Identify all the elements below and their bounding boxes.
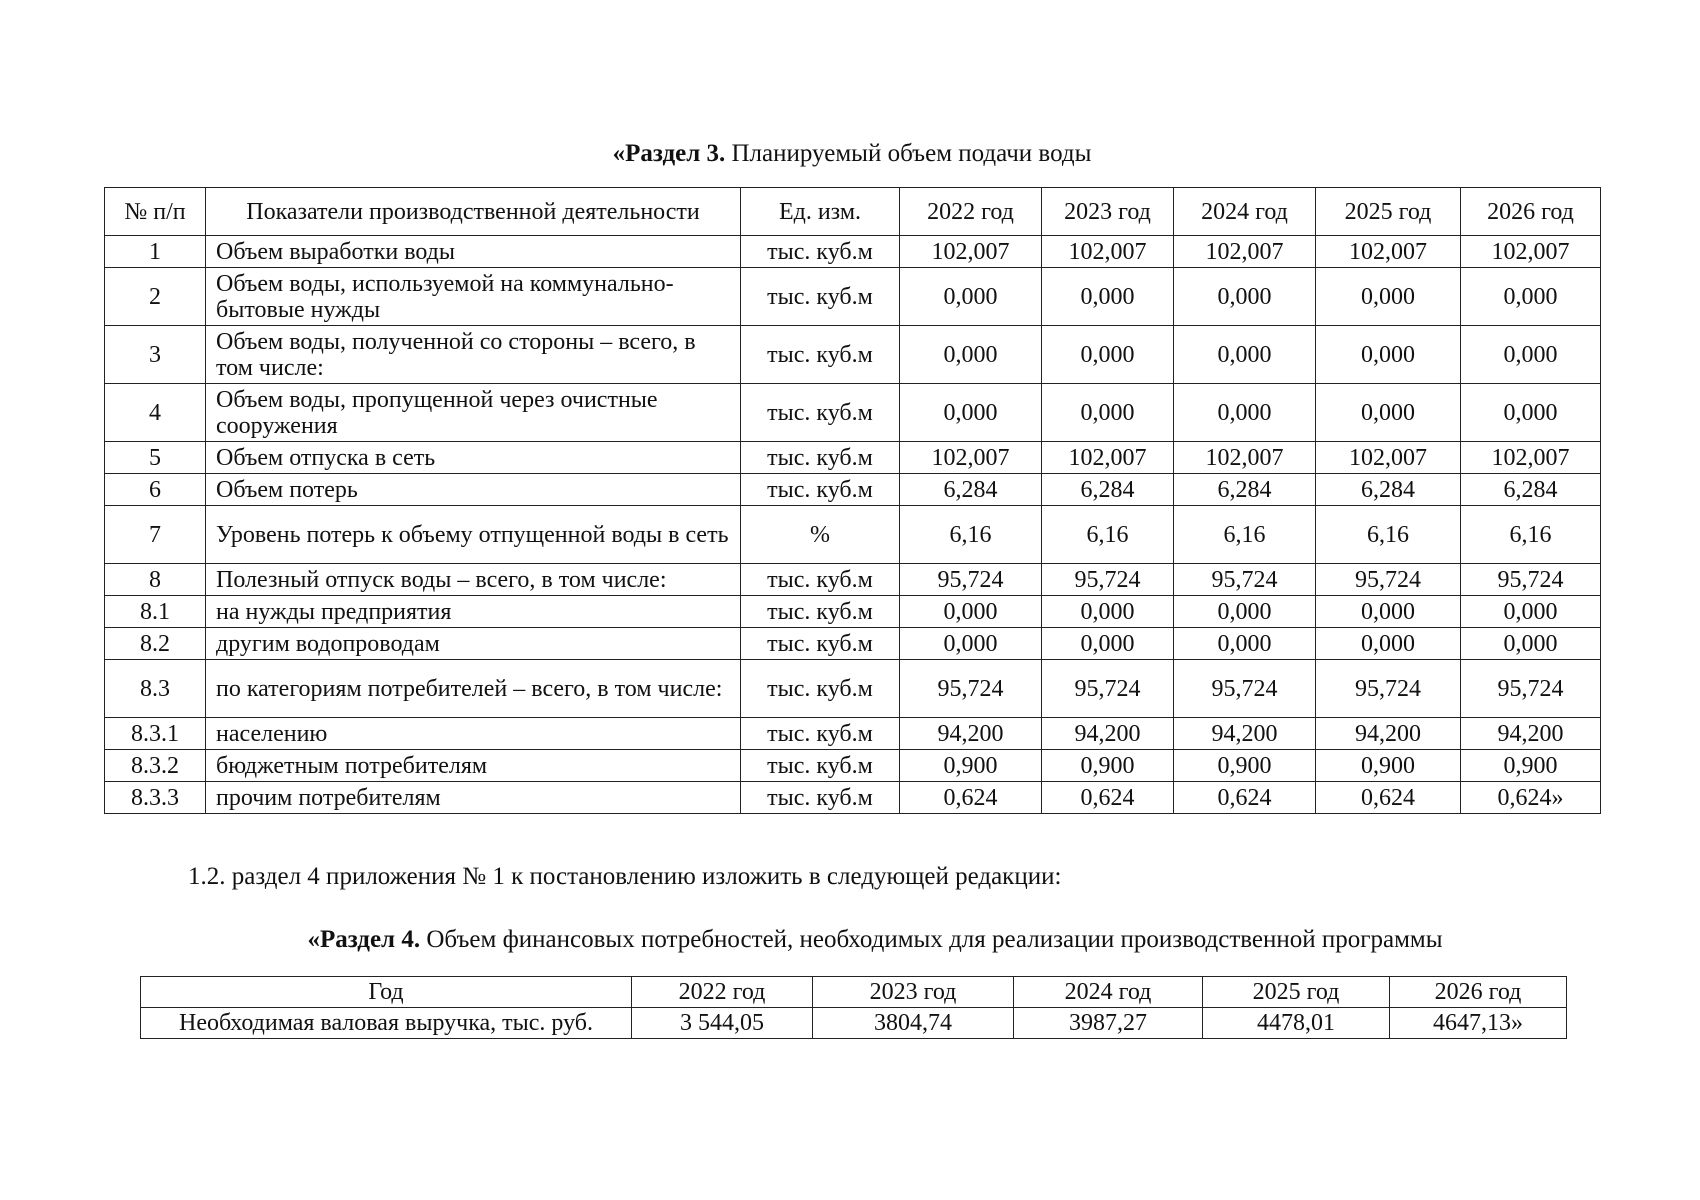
value-cell: 94,200 (1461, 718, 1601, 750)
table-row (105, 596, 1601, 628)
value-cell: 0,000 (1042, 326, 1174, 384)
amendment-paragraph: 1.2. раздел 4 приложения № 1 к постановлению изложить в следующей редакции: (188, 863, 1062, 890)
table-row (105, 564, 1601, 596)
header-cell: 2023 год (1042, 188, 1174, 236)
value-cell: 0,000 (1174, 268, 1316, 326)
value-cell: 95,724 (900, 660, 1042, 718)
table-row (105, 506, 1601, 564)
unit-cell: тыс. куб.м (741, 442, 900, 474)
value-cell: 6,16 (1461, 506, 1601, 564)
value-cell: 0,000 (1461, 384, 1601, 442)
unit-cell: тыс. куб.м (741, 564, 900, 596)
header-cell: 2022 год (900, 188, 1042, 236)
value-cell: 102,007 (1461, 236, 1601, 268)
value-cell: 102,007 (1042, 236, 1174, 268)
table-cell: 3 544,05 (632, 1008, 813, 1039)
row-number-cell: 8.1 (105, 596, 206, 628)
indicator-name-cell: Объем отпуска в сеть (206, 442, 741, 474)
indicator-name-cell: Объем воды, полученной со стороны – всего, в том числе: (206, 326, 741, 384)
table-cell: 4647,13» (1390, 1008, 1567, 1039)
value-cell: 94,200 (1042, 718, 1174, 750)
table-cell: Необходимая валовая выручка, тыс. руб. (141, 1008, 632, 1039)
unit-cell: тыс. куб.м (741, 326, 900, 384)
row-number-cell: 2 (105, 268, 206, 326)
value-cell: 0,000 (900, 384, 1042, 442)
indicator-name-cell: населению (206, 718, 741, 750)
value-cell: 95,724 (1042, 564, 1174, 596)
value-cell: 6,284 (1316, 474, 1461, 506)
table-row (105, 750, 1601, 782)
header-cell: № п/п (105, 188, 206, 236)
row-number-cell: 8.3.1 (105, 718, 206, 750)
row-number-cell: 8.3 (105, 660, 206, 718)
row-number-cell: 7 (105, 506, 206, 564)
value-cell: 0,000 (1461, 268, 1601, 326)
value-cell: 102,007 (1174, 236, 1316, 268)
value-cell: 0,000 (1042, 628, 1174, 660)
header-cell: 2026 год (1461, 188, 1601, 236)
value-cell: 0,624 (1316, 782, 1461, 814)
value-cell: 0,624 (1174, 782, 1316, 814)
indicator-name-cell: по категориям потребителей – всего, в том числе: (206, 660, 741, 718)
section-4-title-bold: «Раздел 4. (307, 926, 421, 953)
header-cell: Год (141, 977, 632, 1008)
header-cell: 2024 год (1174, 188, 1316, 236)
value-cell: 94,200 (1316, 718, 1461, 750)
unit-cell: тыс. куб.м (741, 660, 900, 718)
unit-cell: тыс. куб.м (741, 474, 900, 506)
value-cell: 0,000 (1174, 384, 1316, 442)
row-number-cell: 8 (105, 564, 206, 596)
value-cell: 102,007 (900, 236, 1042, 268)
value-cell: 0,000 (1042, 596, 1174, 628)
header-cell: 2025 год (1203, 977, 1390, 1008)
value-cell: 0,000 (900, 628, 1042, 660)
unit-cell: тыс. куб.м (741, 236, 900, 268)
table-row (105, 660, 1601, 718)
value-cell: 0,000 (1461, 596, 1601, 628)
indicator-name-cell: Объем воды, пропущенной через очистные сооружения (206, 384, 741, 442)
value-cell: 0,900 (1174, 750, 1316, 782)
value-cell: 102,007 (1461, 442, 1601, 474)
table-row (105, 628, 1601, 660)
unit-cell: % (741, 506, 900, 564)
value-cell: 102,007 (1042, 442, 1174, 474)
indicator-name-cell: бюджетным потребителям (206, 750, 741, 782)
value-cell: 6,16 (1174, 506, 1316, 564)
value-cell: 0,000 (1042, 268, 1174, 326)
value-cell: 0,900 (900, 750, 1042, 782)
header-cell: 2026 год (1390, 977, 1567, 1008)
value-cell: 6,16 (900, 506, 1042, 564)
table-cell: 3804,74 (813, 1008, 1014, 1039)
value-cell: 0,000 (1042, 384, 1174, 442)
section-4-title-text: Объем финансовых потребностей, необходимых для реализации производственной программы (420, 926, 1443, 953)
table-header-row (105, 188, 1601, 236)
table-row (105, 326, 1601, 384)
indicator-name-cell: Объем выработки воды (206, 236, 741, 268)
table-row (141, 1008, 1567, 1039)
table-row (105, 268, 1601, 326)
value-cell: 95,724 (1174, 564, 1316, 596)
table-row (105, 782, 1601, 814)
row-number-cell: 8.3.3 (105, 782, 206, 814)
table-cell: 4478,01 (1203, 1008, 1390, 1039)
unit-cell: тыс. куб.м (741, 750, 900, 782)
section-3-table (104, 187, 1601, 814)
table-row (105, 474, 1601, 506)
section-4-title (150, 925, 1600, 955)
value-cell: 0,624» (1461, 782, 1601, 814)
indicator-name-cell: Объем потерь (206, 474, 741, 506)
indicator-name-cell: Уровень потерь к объему отпущенной воды в сеть (206, 506, 741, 564)
value-cell: 0,624 (900, 782, 1042, 814)
value-cell: 102,007 (900, 442, 1042, 474)
header-cell: 2023 год (813, 977, 1014, 1008)
value-cell: 0,900 (1316, 750, 1461, 782)
header-cell: Показатели производственной деятельности (206, 188, 741, 236)
indicator-name-cell: другим водопроводам (206, 628, 741, 660)
row-number-cell: 1 (105, 236, 206, 268)
value-cell: 6,284 (1042, 474, 1174, 506)
table-row (105, 384, 1601, 442)
indicator-name-cell: прочим потребителям (206, 782, 741, 814)
value-cell: 0,000 (1316, 384, 1461, 442)
row-number-cell: 4 (105, 384, 206, 442)
row-number-cell: 5 (105, 442, 206, 474)
value-cell: 0,000 (1174, 596, 1316, 628)
unit-cell: тыс. куб.м (741, 718, 900, 750)
unit-cell: тыс. куб.м (741, 268, 900, 326)
value-cell: 95,724 (1461, 660, 1601, 718)
table-cell: 3987,27 (1014, 1008, 1203, 1039)
value-cell: 0,900 (1461, 750, 1601, 782)
value-cell: 0,000 (1316, 326, 1461, 384)
unit-cell: тыс. куб.м (741, 628, 900, 660)
header-cell: 2022 год (632, 977, 813, 1008)
unit-cell: тыс. куб.м (741, 782, 900, 814)
value-cell: 0,624 (1042, 782, 1174, 814)
table-row (105, 236, 1601, 268)
value-cell: 0,000 (1174, 326, 1316, 384)
value-cell: 95,724 (1316, 564, 1461, 596)
value-cell: 0,000 (1316, 628, 1461, 660)
table-row (105, 442, 1601, 474)
value-cell: 6,16 (1042, 506, 1174, 564)
value-cell: 0,000 (900, 596, 1042, 628)
value-cell: 0,000 (1316, 268, 1461, 326)
value-cell: 0,000 (1316, 596, 1461, 628)
value-cell: 95,724 (1042, 660, 1174, 718)
section-3-title (104, 139, 1600, 169)
value-cell: 102,007 (1316, 442, 1461, 474)
value-cell: 0,900 (1042, 750, 1174, 782)
value-cell: 6,16 (1316, 506, 1461, 564)
indicator-name-cell: Объем воды, используемой на коммунально-бытовые нужды (206, 268, 741, 326)
header-cell: 2024 год (1014, 977, 1203, 1008)
row-number-cell: 8.2 (105, 628, 206, 660)
value-cell: 6,284 (1461, 474, 1601, 506)
row-number-cell: 3 (105, 326, 206, 384)
header-cell: Ед. изм. (741, 188, 900, 236)
row-number-cell: 8.3.2 (105, 750, 206, 782)
unit-cell: тыс. куб.м (741, 384, 900, 442)
table-header-row (141, 977, 1567, 1008)
value-cell: 0,000 (1461, 628, 1601, 660)
value-cell: 0,000 (900, 268, 1042, 326)
section-3-title-bold: «Раздел 3. (612, 140, 726, 167)
indicator-name-cell: на нужды предприятия (206, 596, 741, 628)
value-cell: 6,284 (900, 474, 1042, 506)
value-cell: 95,724 (1316, 660, 1461, 718)
value-cell: 95,724 (1174, 660, 1316, 718)
header-cell: 2025 год (1316, 188, 1461, 236)
value-cell: 95,724 (900, 564, 1042, 596)
value-cell: 6,284 (1174, 474, 1316, 506)
table-row (105, 718, 1601, 750)
value-cell: 94,200 (900, 718, 1042, 750)
value-cell: 0,000 (900, 326, 1042, 384)
section-4-table (140, 976, 1567, 1039)
value-cell: 102,007 (1174, 442, 1316, 474)
value-cell: 102,007 (1316, 236, 1461, 268)
value-cell: 0,000 (1174, 628, 1316, 660)
indicator-name-cell: Полезный отпуск воды – всего, в том числе: (206, 564, 741, 596)
value-cell: 94,200 (1174, 718, 1316, 750)
value-cell: 95,724 (1461, 564, 1601, 596)
unit-cell: тыс. куб.м (741, 596, 900, 628)
value-cell: 0,000 (1461, 326, 1601, 384)
row-number-cell: 6 (105, 474, 206, 506)
section-3-title-text: Планируемый объем подачи воды (725, 140, 1092, 167)
